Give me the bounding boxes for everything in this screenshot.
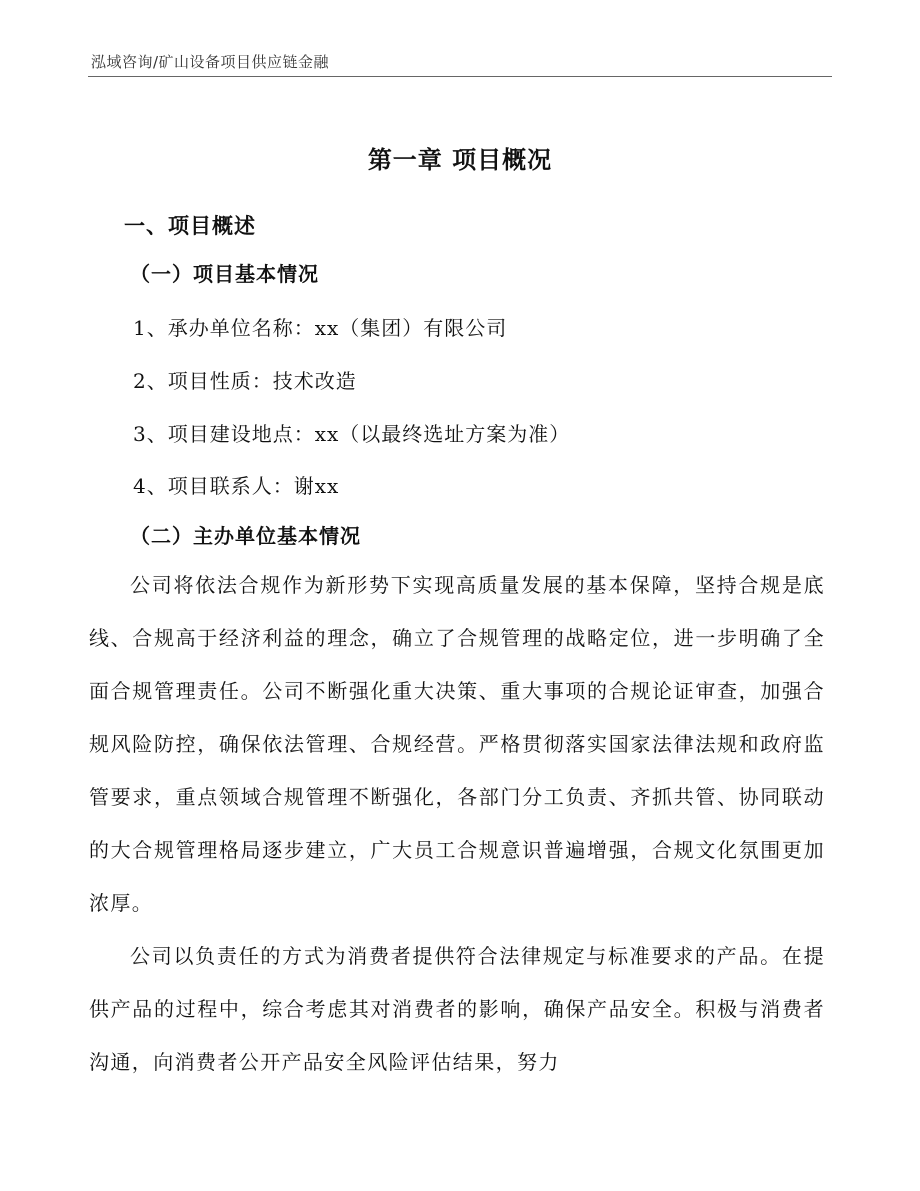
header-divider — [88, 76, 832, 77]
info-item-contact: 4、项目联系人：谢xx — [133, 474, 340, 498]
chapter-title: 第一章 项目概况 — [367, 146, 553, 174]
running-header: 泓域咨询/矿山设备项目供应链金融 — [91, 53, 330, 71]
info-item-organizer: 1、承办单位名称：xx（集团）有限公司 — [133, 316, 508, 340]
subsection-heading-basic-info: （一）项目基本情况 — [130, 262, 319, 286]
body-paragraph: 公司将依法合规作为新形势下实现高质量发展的基本保障，坚持合规是底线、合规高于经济利益的理念，确立了合规管理的战略定位，进一步明确了全面合规管理责任。公司不断强化重大决策、重大事项的合规论证审查，加强合规风险防控，确保依法管理、合规经营。严格贯彻落实国家法律法规和政府监管要求，重点领域合规管理不断强化，各部门分工负责、齐抓共管、协同联动的大合规管理格局逐步建立，广大员工合规意识普遍增强，合规文化氛围更加浓厚。 — [89, 573, 825, 915]
section-heading: 一、项目概述 — [124, 214, 256, 238]
body-paragraph: 公司以负责任的方式为消费者提供符合法律规定与标准要求的产品。在提供产品的过程中，综合考虑其对消费者的影响，确保产品安全。积极与消费者沟通，向消费者公开产品安全风险评估结果，努力 — [89, 944, 825, 1074]
info-item-nature: 2、项目性质：技术改造 — [133, 369, 357, 393]
info-item-location: 3、项目建设地点：xx（以最终选址方案为准） — [133, 422, 571, 446]
subsection-heading-host-info: （二）主办单位基本情况 — [130, 524, 361, 548]
